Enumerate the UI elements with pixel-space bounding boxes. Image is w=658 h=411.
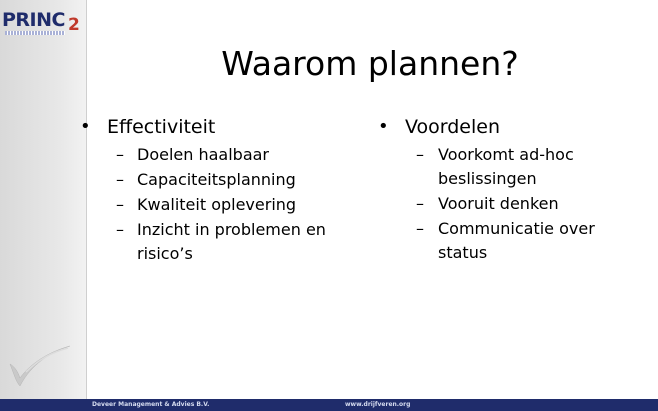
right-bullet-heading	[378, 113, 648, 141]
list-item-text: Vooruit denken	[438, 194, 559, 213]
dash-icon: –	[416, 145, 424, 164]
list-item-text: Doelen haalbaar	[137, 145, 270, 164]
list-item	[80, 168, 370, 192]
list-item	[80, 193, 370, 217]
left-bullet-heading	[80, 113, 370, 141]
list-item	[80, 143, 370, 167]
left-column	[80, 113, 370, 267]
left-sub-list	[80, 143, 370, 266]
dash-icon: –	[116, 145, 124, 164]
slide-title: Waarom plannen?	[221, 44, 519, 83]
checkmark-swoosh-icon	[4, 340, 74, 390]
footer-bar	[0, 399, 658, 411]
list-item	[378, 143, 648, 191]
right-heading-label: Voordelen	[405, 116, 501, 138]
logo-suffix: 2	[68, 15, 80, 35]
list-item-text: Capaciteitsplanning	[137, 170, 296, 189]
right-sub-list	[378, 143, 648, 265]
list-item	[378, 192, 648, 216]
list-item-text: Voorkomt ad-hoc beslissingen	[438, 145, 574, 188]
footer-website: www.drijfveren.org	[345, 401, 411, 408]
list-item	[378, 217, 648, 265]
prince2-logo	[2, 10, 84, 36]
logo-underline	[5, 31, 65, 35]
footer-company: Deveer Management & Advies B.V.	[92, 401, 210, 408]
bullet-icon: •	[80, 116, 91, 137]
dash-icon: –	[416, 219, 424, 238]
bullet-icon: •	[378, 116, 389, 137]
dash-icon: –	[116, 170, 124, 189]
list-item-text: Communicatie over status	[438, 219, 595, 262]
logo-text: PRINC	[2, 9, 65, 31]
list-item	[80, 218, 370, 266]
dash-icon: –	[416, 194, 424, 213]
right-column	[378, 113, 648, 266]
left-heading-label: Effectiviteit	[107, 116, 216, 138]
list-item-text: Inzicht in problemen en risico’s	[137, 220, 326, 263]
list-item-text: Kwaliteit oplevering	[137, 195, 297, 214]
dash-icon: –	[116, 220, 124, 239]
dash-icon: –	[116, 195, 124, 214]
